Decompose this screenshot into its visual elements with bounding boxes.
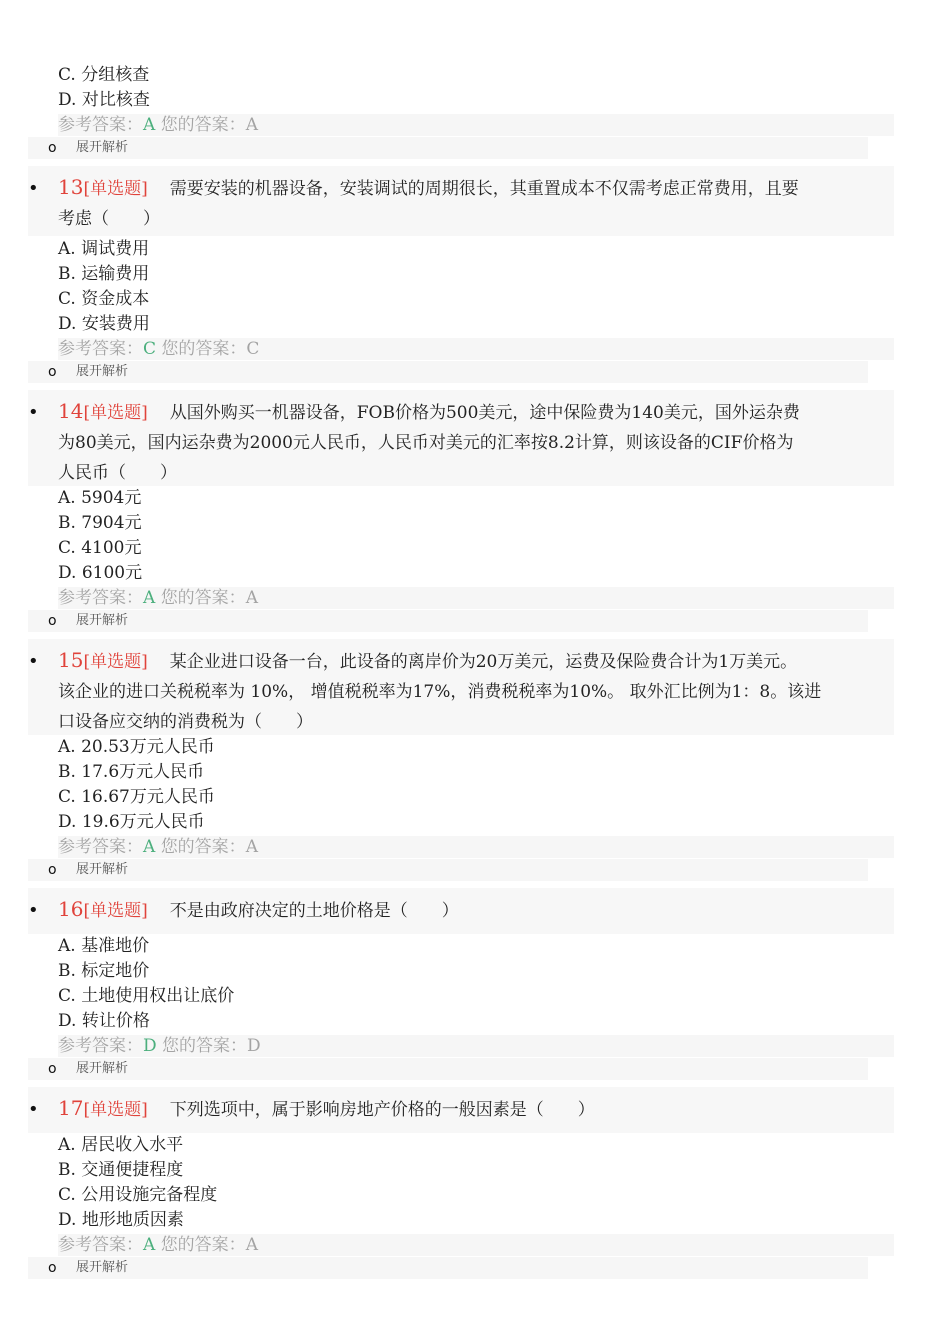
expand-analysis-link[interactable]: 展开解析: [76, 613, 129, 628]
question-type: [单选题]: [83, 652, 148, 672]
option-c: C. 分组核查: [58, 65, 150, 85]
question-13-header: [28, 166, 894, 236]
option-d: D. 对比核查: [58, 90, 150, 110]
option-d: D. 安装费用: [58, 314, 150, 334]
reference-answer-value: A: [143, 837, 156, 857]
reference-answer-value: D: [143, 1036, 157, 1056]
question-17-header: [28, 1087, 894, 1133]
your-answer-label: 您的答案：: [160, 837, 246, 857]
expand-analysis-row[interactable]: [28, 610, 868, 632]
question-line-3: 人民币（ ）: [58, 463, 177, 483]
question-line-1: 下列选项中，属于影响房地产价格的一般因素是（ ）: [169, 1100, 595, 1120]
option-a: A. 5904元: [58, 488, 142, 508]
question-14-text: [58, 396, 894, 488]
option-c: C. 公用设施完备程度: [58, 1185, 218, 1205]
expand-analysis-row[interactable]: [28, 361, 868, 383]
question-line-2: 为80美元，国内运杂费为2000元人民币，人民币对美元的汇率按8.2计算，则该设备的CIF价格为: [58, 433, 794, 453]
answer-row: [58, 1234, 894, 1256]
question-bullet-icon: •: [28, 900, 39, 921]
your-answer-value: A: [245, 837, 258, 857]
expand-analysis-row[interactable]: [28, 1058, 868, 1080]
question-13-text: [58, 172, 894, 234]
option-b: B. 交通便捷程度: [58, 1160, 184, 1180]
your-answer-label: 您的答案：: [160, 588, 246, 608]
reference-answer-label: 参考答案：: [58, 1036, 143, 1056]
answer-row: [58, 587, 894, 609]
question-number: 16: [58, 897, 84, 921]
option-a: A. 基准地价: [58, 936, 150, 956]
question-type: [单选题]: [83, 179, 148, 199]
answer-row: [58, 338, 894, 360]
question-line-1: 从国外购买一机器设备，FOB价格为500美元，途中保险费为140美元，国外运杂费: [169, 403, 800, 423]
list-bullet-icon: o: [48, 364, 57, 380]
question-line-1: 不是由政府决定的土地价格是（ ）: [169, 901, 459, 921]
answer-row: [58, 836, 894, 858]
list-bullet-icon: o: [48, 613, 57, 629]
option-d: D. 地形地质因素: [58, 1210, 184, 1230]
question-line-3: 口设备应交纳的消费税为（ ）: [58, 712, 313, 732]
question-type: [单选题]: [83, 901, 148, 921]
question-number: 15: [58, 648, 84, 672]
reference-answer-label: 参考答案：: [58, 115, 143, 135]
reference-answer-value: A: [143, 115, 156, 135]
question-15-text: [58, 645, 894, 737]
list-bullet-icon: o: [48, 1061, 57, 1077]
expand-analysis-link[interactable]: 展开解析: [76, 364, 129, 379]
option-c: C. 土地使用权出让底价: [58, 986, 235, 1006]
question-line-2: 考虑（ ）: [58, 209, 160, 229]
your-answer-value: A: [245, 1235, 258, 1255]
option-a: A. 居民收入水平: [58, 1135, 184, 1155]
expand-analysis-link[interactable]: 展开解析: [76, 1061, 129, 1076]
answer-row: [58, 114, 894, 136]
question-17-text: [58, 1093, 894, 1125]
option-b: B. 17.6万元人民币: [58, 762, 205, 782]
question-16-header: [28, 888, 894, 934]
reference-answer-label: 参考答案：: [58, 588, 143, 608]
question-14-header: [28, 390, 894, 486]
question-line-1: 需要安装的机器设备，安装调试的周期很长，其重置成本不仅需考虑正常费用，且要: [169, 179, 799, 199]
reference-answer-label: 参考答案：: [58, 1235, 143, 1255]
reference-answer-label: 参考答案：: [58, 339, 143, 359]
list-bullet-icon: o: [48, 1260, 57, 1276]
list-bullet-icon: o: [48, 862, 57, 878]
expand-analysis-link[interactable]: 展开解析: [76, 862, 129, 877]
question-type: [单选题]: [83, 403, 148, 423]
question-line-2: 该企业的进口关税税率为 10%， 增值税税率为17%，消费税税率为10%。 取外汇比例为1：8。该进: [58, 682, 822, 702]
question-number: 13: [58, 175, 84, 199]
option-c: C. 16.67万元人民币: [58, 787, 215, 807]
expand-analysis-row[interactable]: [28, 1257, 868, 1279]
question-bullet-icon: •: [28, 402, 39, 423]
question-number: 17: [58, 1096, 84, 1120]
expand-analysis-link[interactable]: 展开解析: [76, 1260, 129, 1275]
reference-answer-value: A: [143, 1235, 156, 1255]
your-answer-value: C: [246, 339, 260, 359]
answer-row: [58, 1035, 894, 1057]
expand-analysis-link[interactable]: 展开解析: [76, 140, 129, 155]
option-b: B. 运输费用: [58, 264, 150, 284]
option-a: A. 调试费用: [58, 239, 150, 259]
question-bullet-icon: •: [28, 1099, 39, 1120]
your-answer-value: D: [247, 1036, 261, 1056]
question-bullet-icon: •: [28, 651, 39, 672]
your-answer-label: 您的答案：: [160, 1235, 246, 1255]
question-type: [单选题]: [83, 1100, 148, 1120]
option-d: D. 转让价格: [58, 1011, 150, 1031]
question-bullet-icon: •: [28, 178, 39, 199]
question-15-header: [28, 639, 894, 735]
your-answer-label: 您的答案：: [161, 339, 247, 359]
option-b: B. 7904元: [58, 513, 142, 533]
reference-answer-label: 参考答案：: [58, 837, 143, 857]
expand-analysis-row[interactable]: [28, 137, 868, 159]
your-answer-value: A: [245, 115, 258, 135]
option-d: D. 19.6万元人民币: [58, 812, 205, 832]
option-c: C. 4100元: [58, 538, 142, 558]
reference-answer-value: C: [143, 339, 157, 359]
question-line-1: 某企业进口设备一台，此设备的离岸价为20万美元，运费及保险费合计为1万美元。: [169, 652, 798, 672]
reference-answer-value: A: [143, 588, 156, 608]
your-answer-value: A: [245, 588, 258, 608]
expand-analysis-row[interactable]: [28, 859, 868, 881]
your-answer-label: 您的答案：: [160, 115, 246, 135]
option-d: D. 6100元: [58, 563, 143, 583]
question-number: 14: [58, 399, 84, 423]
your-answer-label: 您的答案：: [162, 1036, 248, 1056]
option-b: B. 标定地价: [58, 961, 150, 981]
question-16-text: [58, 894, 894, 926]
option-a: A. 20.53万元人民币: [58, 737, 215, 757]
list-bullet-icon: o: [48, 140, 57, 156]
option-c: C. 资金成本: [58, 289, 150, 309]
